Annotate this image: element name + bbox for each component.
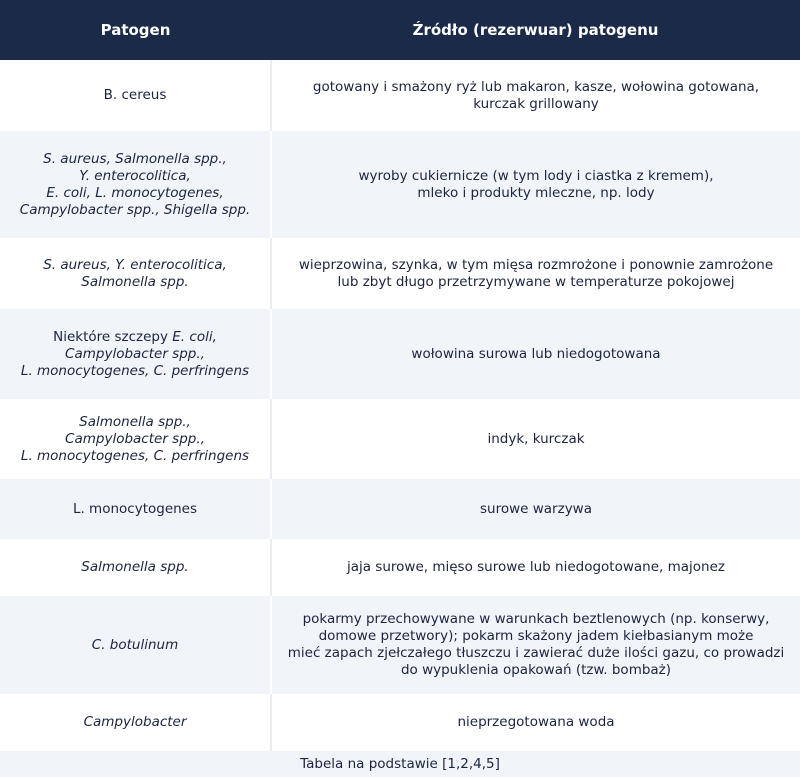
pathogen-line: L. monocytogenes, C. perfringens — [20, 447, 250, 464]
source-line: nieprzegotowana woda — [457, 714, 615, 730]
table-row — [0, 131, 800, 238]
source-line: pokarmy przechowywane w warunkach beztlenowych (np. konserwy, — [302, 611, 770, 627]
pathogen-cell — [0, 399, 271, 479]
source-cell — [271, 309, 800, 399]
source-cell — [271, 694, 800, 751]
pathogen-line: E. coli, L. monocytogenes, — [46, 184, 224, 201]
table-header — [0, 0, 800, 60]
source-line: indyk, kurczak — [487, 430, 585, 447]
pathogen-line: Salmonella spp. — [81, 559, 189, 575]
table-row — [0, 399, 800, 479]
pathogen-line: Y. enterocolitica, — [79, 167, 191, 184]
source-line: mleko i produkty mleczne, np. lody — [417, 184, 655, 201]
source-cell — [271, 60, 800, 131]
pathogen-line: L. monocytogenes — [72, 500, 198, 517]
pathogen-line: Salmonella spp. — [81, 273, 189, 290]
pathogen-cell — [0, 479, 271, 539]
pathogen-line: Campylobacter — [83, 714, 187, 730]
pathogen-prefix: Niektóre szczepy — [53, 328, 173, 345]
pathogen-cell — [0, 238, 271, 309]
table-row — [0, 238, 800, 309]
source-cell — [271, 539, 800, 596]
pathogen-cell — [0, 60, 271, 131]
table-row — [0, 539, 800, 596]
pathogen-line: S. aureus, Y. enterocolitica, — [43, 256, 227, 273]
pathogen-line: L. monocytogenes, C. perfringens — [20, 362, 250, 379]
source-cell — [271, 131, 800, 238]
header-source: Źródło (rezerwuar) patogenu — [271, 0, 800, 60]
source-cell — [271, 596, 800, 694]
table-row — [0, 60, 800, 131]
table-row — [0, 479, 800, 539]
pathogen-line: S. aureus, Salmonella spp., — [43, 150, 227, 167]
source-line: wyroby cukiernicze (w tym lody i ciastka z kremem), — [358, 167, 714, 184]
pathogen-line — [10, 329, 260, 346]
source-cell — [271, 479, 800, 539]
pathogen-cell — [0, 131, 271, 238]
table-row — [0, 694, 800, 751]
pathogen-line: Campylobacter spp., Shigella spp. — [19, 201, 251, 218]
source-line: mieć zapach zjełczałego tłuszczu i zawierać duże ilości gazu, co prowadzi — [287, 645, 785, 661]
pathogen-line: Campylobacter spp., — [65, 345, 205, 362]
pathogen-line: Campylobacter spp., — [65, 430, 205, 447]
pathogen-cell — [0, 539, 271, 596]
source-line: wołowina surowa lub niedogotowana — [411, 345, 661, 362]
table-row — [0, 596, 800, 694]
source-line: gotowany i smażony ryż lub makaron, kasze, wołowina gotowana, — [312, 78, 760, 95]
pathogen-cell — [0, 694, 271, 751]
source-line: do wypuklenia opakowań (tzw. bombaż) — [400, 662, 672, 678]
pathogen-line: C. botulinum — [91, 636, 179, 653]
pathogen-cell — [0, 596, 271, 694]
source-line: surowe warzywa — [480, 500, 592, 517]
source-line: jaja surowe, mięso surowe lub niedogotowane, majonez — [346, 559, 726, 575]
table-footnote: Tabela na podstawie [1,2,4,5] — [0, 751, 800, 777]
source-line: wieprzowina, szynka, w tym mięsa rozmrożone i ponownie zamrożone — [298, 256, 774, 273]
pathogen-cell — [0, 309, 271, 399]
source-cell — [271, 399, 800, 479]
pathogen-line: B. cereus — [103, 87, 167, 103]
pathogen-italic: E. coli, — [172, 328, 217, 345]
header-pathogen: Patogen — [0, 0, 271, 60]
source-line: lub zbyt długo przetrzymywane w temperaturze pokojowej — [337, 273, 735, 290]
table-row — [0, 309, 800, 399]
pathogen-line: Salmonella spp., — [79, 413, 191, 430]
source-line: domowe przetwory); pokarm skażony jadem kiełbasianym może — [318, 628, 754, 644]
source-cell — [271, 238, 800, 309]
source-line: kurczak grillowany — [473, 95, 599, 112]
